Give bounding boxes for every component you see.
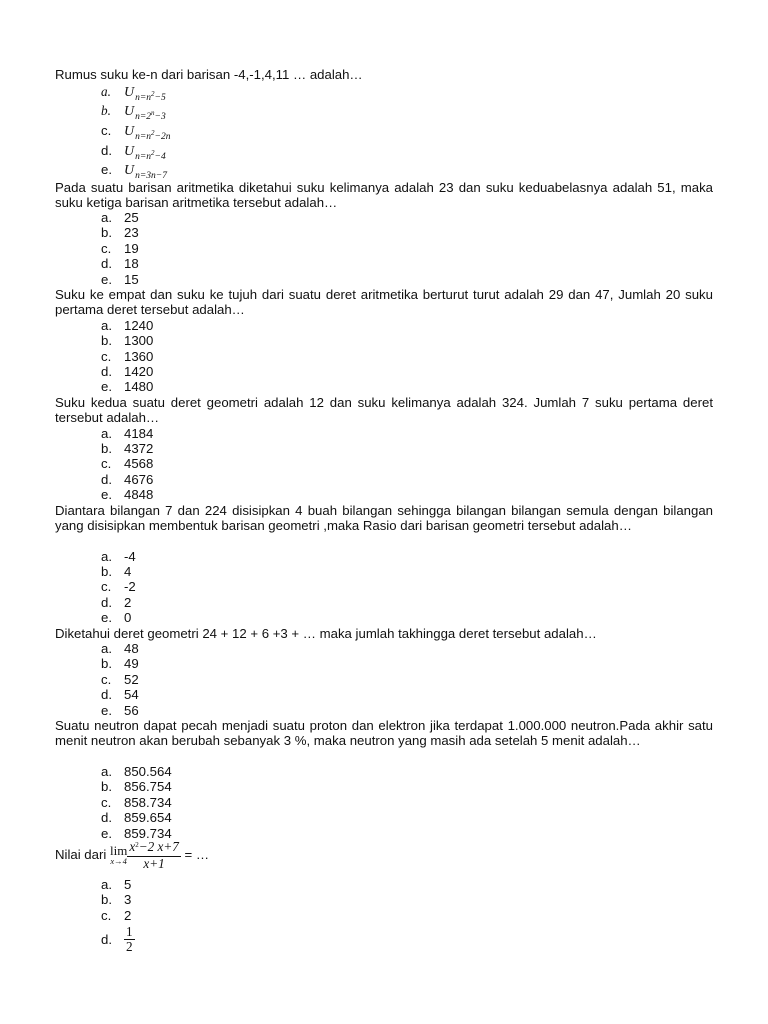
- q5-option-d: d. 2: [101, 595, 132, 610]
- limit-fraction: $\frac{x^2-2 x+7}{x+1}$: [129, 839, 179, 871]
- q2-option-e: e. 15: [101, 272, 139, 287]
- q7-option-d: d. 859.654: [101, 810, 172, 825]
- q6-option-c: c. 52: [101, 672, 139, 687]
- q5-option-e: e. 0: [101, 610, 132, 625]
- q7-option-b: b. 856.754: [101, 779, 172, 794]
- q4-option-c: c. 4568: [101, 456, 154, 471]
- q8-option-c: c. 2: [101, 908, 132, 923]
- q8-option-b: b. 3: [101, 892, 132, 907]
- question-5-text: Diantara bilangan 7 dan 224 disisipkan 4 buah bilangan sehingga bilangan bilangan semula dengan bilangan yang disisipkan membentuk barisan geometri ,maka Rasio dari barisan geometri tersebut adalah…: [55, 503, 713, 534]
- question-1-text: Rumus suku ke-n dari barisan -4,-1,4,11 … adalah…: [55, 67, 363, 82]
- q6-option-e: e. 56: [101, 703, 139, 718]
- question-3-text: Suku ke empat dan suku ke tujuh dari suatu deret aritmetika berturut turut adalah 29 dan 47, Jumlah 20 suku pertama deret tersebut adalah…: [55, 287, 713, 318]
- q1-option-b: b. $U_{n=2^n-3}$: [101, 103, 166, 122]
- q3-option-d: d. 1420: [101, 364, 154, 379]
- q4-option-e: e. 4848: [101, 487, 154, 502]
- question-2-text: Pada suatu barisan aritmetika diketahui suku kelimanya adalah 23 dan suku keduabelasnya adalah 51, maka suku ketiga barisan aritmetika tersebut adalah…: [55, 180, 713, 211]
- q2-option-a: a. 25: [101, 210, 139, 225]
- q7-option-c: c. 858.734: [101, 795, 172, 810]
- q5-option-a: a. -4: [101, 549, 136, 564]
- q3-option-c: c. 1360: [101, 349, 154, 364]
- q7-option-e: e. 859.734: [101, 826, 172, 841]
- q4-option-d: d. 4676: [101, 472, 154, 487]
- q8-prefix: Nilai dari: [55, 846, 107, 862]
- q4-option-b: b. 4372: [101, 441, 154, 456]
- question-4-text: Suku kedua suatu deret geometri adalah 12 dan suku kelimanya adalah 324. Jumlah 7 suku pertama deret tersebut adalah…: [55, 395, 713, 426]
- q2-option-c: c. 19: [101, 241, 139, 256]
- q7-option-a: a. 850.564: [101, 764, 172, 779]
- q8-option-d: d. $\frac{1}{2}$: [101, 924, 133, 954]
- question-7-text: Suatu neutron dapat pecah menjadi suatu proton dan elektron jika terdapat 1.000.000 neutron.Pada akhir satu menit neutron akan berubah sebanyak 3 %, maka neutron yang masih ada setelah 5 menit adalah…: [55, 718, 713, 749]
- question-6-text: Diketahui deret geometri 24 + 12 + 6 +3 + … maka jumlah takhingga deret tersebut adalah…: [55, 626, 597, 641]
- limit-expression: lim x→4: [109, 842, 128, 866]
- q8-option-a: a. 5: [101, 877, 132, 892]
- fraction-one-half: $\frac{1}{2}$: [126, 924, 133, 954]
- q4-option-a: a. 4184: [101, 426, 154, 441]
- q2-option-b: b. 23: [101, 225, 139, 240]
- q6-option-d: d. 54: [101, 687, 139, 702]
- q8-suffix: = …: [184, 846, 210, 862]
- q3-option-e: e. 1480: [101, 379, 154, 394]
- question-8-text: [55, 840, 713, 871]
- q1-option-a: a. $U_{n=n^2-5}$: [101, 84, 166, 103]
- q1-option-c: c. $U_{n=n^2-2n}$: [101, 123, 171, 142]
- q1-option-d: d. $U_{n=n^2-4}$: [101, 143, 166, 162]
- q3-option-a: a. 1240: [101, 318, 154, 333]
- q2-option-d: d. 18: [101, 256, 139, 271]
- q6-option-b: b. 49: [101, 656, 139, 671]
- q1-option-e: e. $U_{n=3n-7}$: [101, 162, 167, 181]
- q6-option-a: a. 48: [101, 641, 139, 656]
- q5-option-c: c. -2: [101, 579, 136, 594]
- q3-option-b: b. 1300: [101, 333, 154, 348]
- q5-option-b: b. 4: [101, 564, 132, 579]
